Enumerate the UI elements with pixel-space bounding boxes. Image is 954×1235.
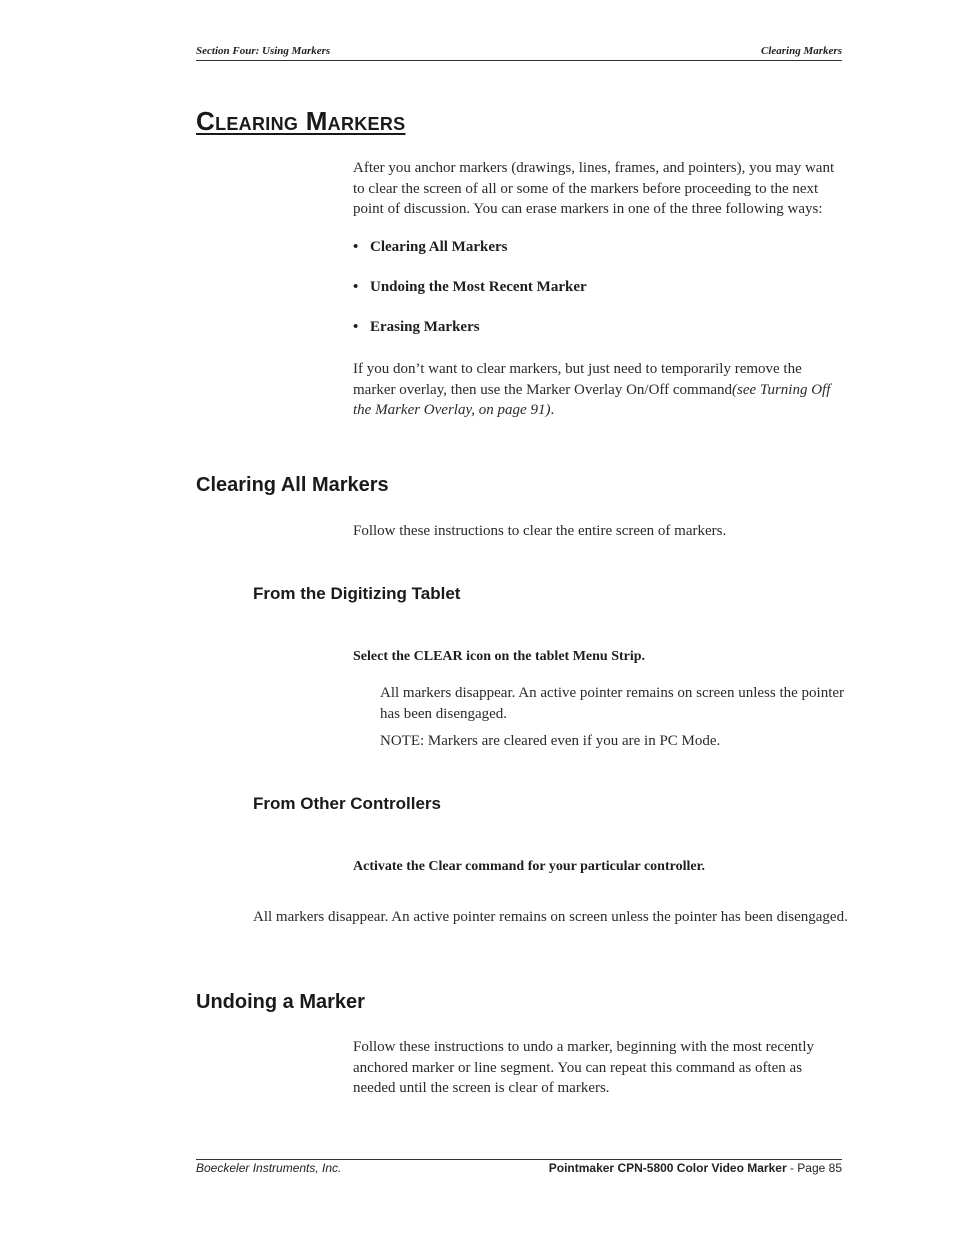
overlay-note-paragraph [353, 359, 845, 421]
footer-product: Pointmaker CPN-5800 Color Video Marker [548, 1161, 787, 1175]
bullet-dot: • [353, 319, 359, 335]
overlay-note-text: If you don’t want to clear markers, but just need to temporarily remove the marker overlay, then use the Marker Overlay On/Off command [353, 361, 802, 398]
undo-intro: Follow these instructions to undo a marker, beginning with the most recently anchored marker or line segment. You can repeat this command as often as needed until the screen is clear of markers. [353, 1039, 814, 1096]
bullet-item [353, 319, 480, 336]
tablet-result: All markers disappear. An active pointer remains on screen unless the pointer has been disengaged. [380, 685, 845, 722]
tablet-step: Select the CLEAR icon on the tablet Menu Strip. [353, 649, 646, 664]
header-section: Section Four: Using Markers [196, 45, 331, 57]
running-header [196, 45, 842, 61]
controllers-result: All markers disappear. An active pointer remains on screen unless the pointer has been disengaged. [253, 909, 848, 925]
tablet-note: NOTE: Markers are cleared even if you are in PC Mode. [380, 733, 721, 749]
bullet-label: Clearing All Markers [370, 239, 508, 255]
footer-company: Boeckeler Instruments, Inc. [196, 1161, 342, 1175]
controllers-step: Activate the Clear command for your particular controller. [353, 859, 706, 874]
bullet-item [353, 279, 587, 296]
bullet-dot: • [353, 239, 359, 255]
bullet-dot: • [353, 279, 359, 295]
subheading-controllers: From Other Controllers [253, 794, 441, 813]
intro-paragraph: After you anchor markers (drawings, lines, frames, and pointers), you may want to clear the screen of all or some of the markers before proceeding to the next point of discussion. You can erase markers in one of the three following ways: [353, 160, 835, 217]
footer-page-info [549, 1161, 842, 1175]
overlay-note-end: . [550, 402, 555, 418]
bullet-label: Undoing the Most Recent Marker [370, 279, 587, 295]
section-heading-clear-all: Clearing All Markers [196, 474, 389, 496]
bullet-label: Erasing Markers [370, 319, 480, 335]
running-footer [196, 1159, 842, 1180]
clear-all-intro: Follow these instructions to clear the entire screen of markers. [353, 523, 727, 539]
section-heading-undo: Undoing a Marker [196, 991, 365, 1013]
cross-reference-link[interactable]: (see Turning Off the Marker Overlay, on page 91) [353, 381, 831, 418]
subheading-tablet: From the Digitizing Tablet [253, 584, 461, 603]
bullet-item [353, 239, 507, 256]
footer-page-number: - Page 85 [786, 1161, 842, 1175]
page-title: Clearing Markers [196, 106, 406, 136]
header-topic: Clearing Markers [761, 45, 842, 57]
